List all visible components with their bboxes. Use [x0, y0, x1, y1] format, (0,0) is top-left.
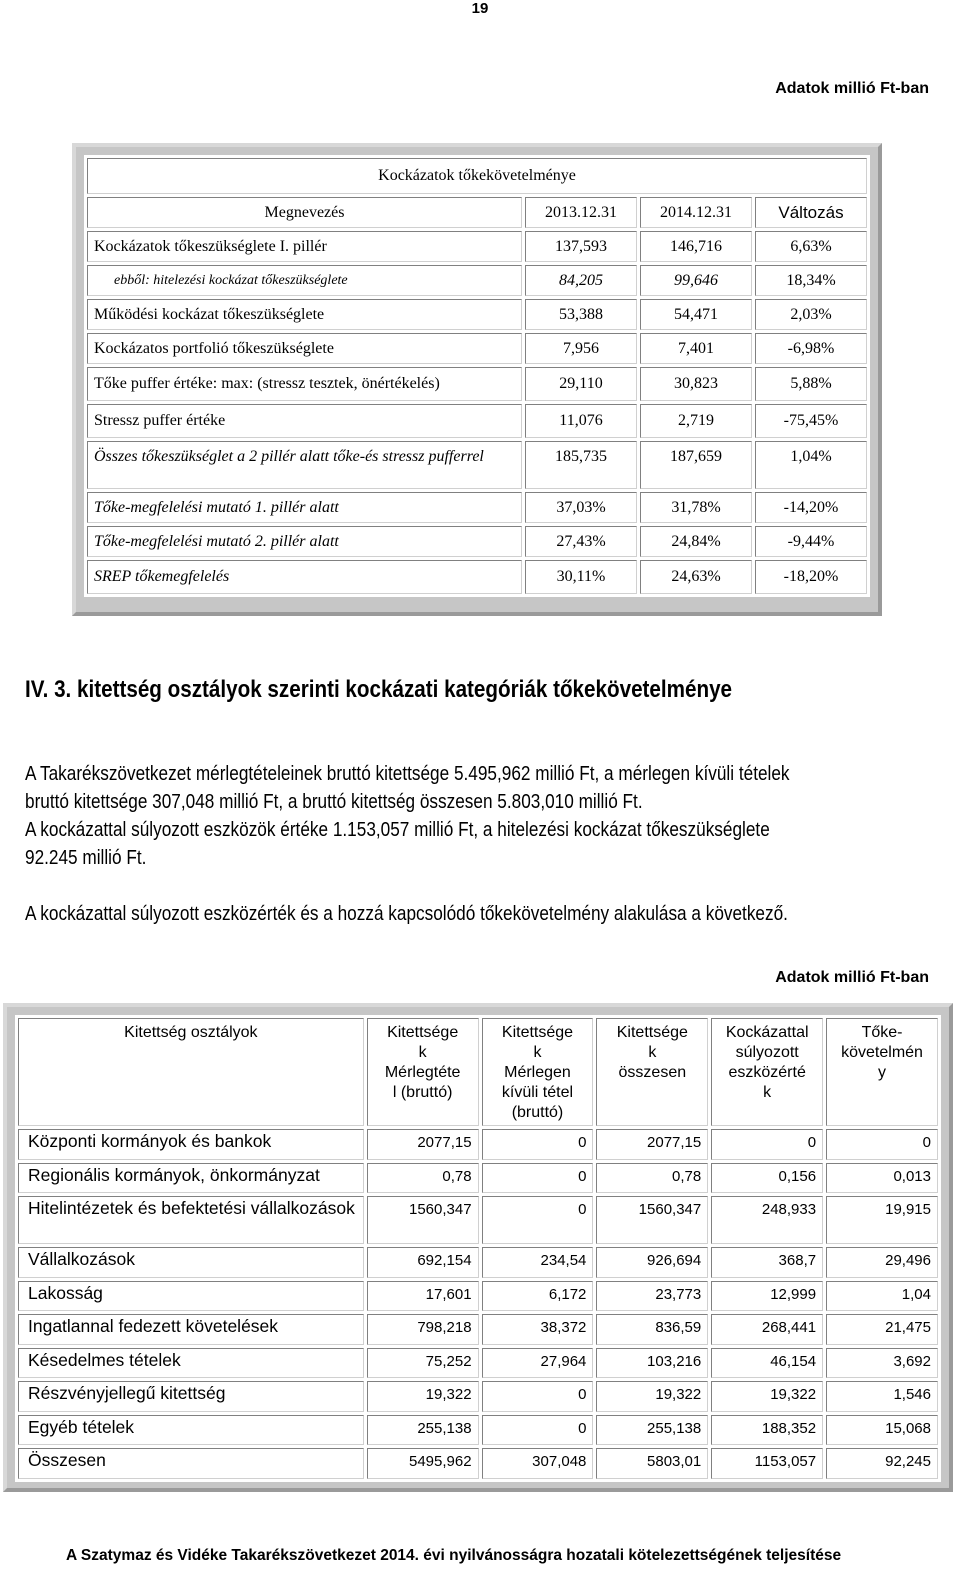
row-label: Egyéb tételek: [18, 1415, 364, 1446]
cell-c1: 0,78: [367, 1163, 479, 1194]
column-header-line: Kitettsége: [501, 1024, 574, 1041]
cell-2014: 2,719: [640, 404, 752, 438]
column-header-line: k: [533, 1044, 542, 1061]
cell-2013: 7,956: [525, 333, 637, 364]
header-2013: 2013.12.31: [525, 197, 637, 228]
cell-c4: 248,933: [711, 1196, 823, 1244]
column-header: [711, 1018, 823, 1126]
exposure-class-table-frame: [3, 1003, 953, 1492]
section-heading: IV. 3. kitettség osztályok szerinti kockázati kategóriák tőkekövetelménye: [25, 676, 733, 703]
cell-2014: 99,646: [640, 265, 752, 296]
cell-2013: 30,11%: [525, 560, 637, 594]
table-row: [87, 441, 867, 489]
row-label: Összesen: [18, 1448, 364, 1479]
column-header-line: (bruttó): [511, 1104, 564, 1121]
cell-c1: 75,252: [367, 1348, 479, 1379]
cell-c5: 21,475: [826, 1314, 938, 1345]
row-label: Működési kockázat tőkeszükséglete: [87, 299, 522, 330]
cell-c3: 1560,347: [596, 1196, 708, 1244]
cell-c3: 19,322: [596, 1381, 708, 1412]
table-row: [18, 1196, 938, 1244]
row-label: SREP tőkemegfelelés: [87, 560, 522, 594]
row-label: Tőke-megfelelési mutató 2. pillér alatt: [87, 526, 522, 557]
cell-2013: 53,388: [525, 299, 637, 330]
column-header-line: kívüli tétel: [501, 1084, 574, 1101]
table-row: [18, 1247, 938, 1278]
column-header-line: Kitettsége: [387, 1024, 459, 1041]
cell-2013: 11,076: [525, 404, 637, 438]
column-header: [826, 1018, 938, 1126]
table-caption: Kockázatok tőkekövetelménye: [87, 158, 867, 194]
table-row: [18, 1381, 938, 1412]
cell-c5: 1,04: [826, 1281, 938, 1312]
column-header-line: Kockázattal: [725, 1024, 809, 1041]
table-row: [18, 1348, 938, 1379]
cell-c2: 234,54: [482, 1247, 594, 1278]
row-label: Kockázatok tőkeszükséglete I. pillér: [87, 231, 522, 262]
row-label: Késedelmes tételek: [18, 1348, 364, 1379]
column-header-line: súlyozott: [735, 1044, 799, 1061]
cell-2014: 187,659: [640, 441, 752, 489]
capital-requirement-table: [84, 155, 870, 597]
column-header-line: k: [418, 1044, 427, 1061]
table-row: [87, 492, 867, 523]
cell-c3: 836,59: [596, 1314, 708, 1345]
column-header-line: k: [763, 1084, 772, 1101]
column-header-line: k: [648, 1044, 657, 1061]
cell-2014: 30,823: [640, 367, 752, 401]
cell-change: 6,63%: [755, 231, 867, 262]
table-row: [18, 1415, 938, 1446]
row-label: Lakosság: [18, 1281, 364, 1312]
capital-requirement-table-frame: [72, 143, 882, 616]
paragraph-line: 92.245 millió Ft.: [25, 847, 147, 869]
cell-c4: 1153,057: [711, 1448, 823, 1479]
cell-2014: 24,84%: [640, 526, 752, 557]
cell-c3: 103,216: [596, 1348, 708, 1379]
cell-c3: 0,78: [596, 1163, 708, 1194]
table-row: [87, 231, 867, 262]
cell-2013: 185,735: [525, 441, 637, 489]
row-label: Tőke puffer értéke: max: (stressz tesztek, önértékelés): [87, 367, 522, 401]
cell-2014: 54,471: [640, 299, 752, 330]
cell-c5: 1,546: [826, 1381, 938, 1412]
column-header-line: összesen: [618, 1064, 687, 1081]
cell-c5: 0,013: [826, 1163, 938, 1194]
cell-change: -14,20%: [755, 492, 867, 523]
cell-c1: 5495,962: [367, 1448, 479, 1479]
cell-c5: 0: [826, 1129, 938, 1160]
paragraph-line: A kockázattal súlyozott eszközérték és a hozzá kapcsolódó tőkekövetelmény alakulása a következő.: [25, 903, 788, 925]
row-label: Kockázatos portfolió tőkeszükséglete: [87, 333, 522, 364]
cell-2014: 24,63%: [640, 560, 752, 594]
cell-c3: 5803,01: [596, 1448, 708, 1479]
table-row: [18, 1163, 938, 1194]
column-header-line: y: [878, 1064, 887, 1081]
cell-2013: 27,43%: [525, 526, 637, 557]
column-header: [482, 1018, 594, 1126]
cell-c5: 3,692: [826, 1348, 938, 1379]
table-row: [87, 560, 867, 594]
cell-c4: 0,156: [711, 1163, 823, 1194]
cell-c4: 12,999: [711, 1281, 823, 1312]
table-row: [87, 265, 867, 296]
paragraph-line: A kockázattal súlyozott eszközök értéke 1.153,057 millió Ft, a hitelezési kockázat tőkeszükséglete: [25, 819, 770, 841]
cell-c1: 17,601: [367, 1281, 479, 1312]
paragraph-line: bruttó kitettsége 307,048 millió Ft, a bruttó kitettség összesen 5.803,010 millió Ft.: [25, 791, 643, 813]
column-header-line: Kitettsége: [616, 1024, 688, 1041]
cell-c1: 1560,347: [367, 1196, 479, 1244]
exposure-class-table: [15, 1015, 941, 1482]
cell-change: -75,45%: [755, 404, 867, 438]
cell-c1: 19,322: [367, 1381, 479, 1412]
cell-c2: 0: [482, 1129, 594, 1160]
row-label: Központi kormányok és bankok: [18, 1129, 364, 1160]
row-label: Tőke-megfelelési mutató 1. pillér alatt: [87, 492, 522, 523]
cell-c2: 0: [482, 1196, 594, 1244]
cell-2013: 29,110: [525, 367, 637, 401]
cell-c3: 926,694: [596, 1247, 708, 1278]
row-label: Ingatlannal fedezett követelések: [18, 1314, 364, 1345]
table-header-row: [18, 1018, 938, 1126]
cell-c4: 268,441: [711, 1314, 823, 1345]
cell-c2: 38,372: [482, 1314, 594, 1345]
cell-2013: 137,593: [525, 231, 637, 262]
cell-change: 18,34%: [755, 265, 867, 296]
cell-c3: 255,138: [596, 1415, 708, 1446]
cell-c1: 2077,15: [367, 1129, 479, 1160]
header-change: Változás: [755, 197, 867, 228]
row-label: Regionális kormányok, önkormányzat: [18, 1163, 364, 1194]
cell-c3: 2077,15: [596, 1129, 708, 1160]
cell-c1: 798,218: [367, 1314, 479, 1345]
cell-c4: 188,352: [711, 1415, 823, 1446]
table-row: [87, 299, 867, 330]
table-row: [18, 1129, 938, 1160]
cell-change: -18,20%: [755, 560, 867, 594]
table-row: [87, 367, 867, 401]
cell-c1: 692,154: [367, 1247, 479, 1278]
cell-c5: 29,496: [826, 1247, 938, 1278]
column-header-line: Tőke-: [861, 1024, 903, 1041]
cell-change: 1,04%: [755, 441, 867, 489]
table-row: [87, 526, 867, 557]
cell-c4: 46,154: [711, 1348, 823, 1379]
cell-change: 2,03%: [755, 299, 867, 330]
cell-change: -6,98%: [755, 333, 867, 364]
cell-c5: 15,068: [826, 1415, 938, 1446]
cell-change: -9,44%: [755, 526, 867, 557]
unit-note: Adatok millió Ft-ban: [775, 969, 929, 986]
cell-c2: 0: [482, 1163, 594, 1194]
row-label: Stressz puffer értéke: [87, 404, 522, 438]
header-name: Megnevezés: [87, 197, 522, 228]
column-header-line: eszközérté: [728, 1064, 806, 1081]
table-body: [18, 1129, 938, 1479]
cell-c3: 23,773: [596, 1281, 708, 1312]
column-header: [367, 1018, 479, 1126]
cell-c2: 0: [482, 1381, 594, 1412]
row-label: Összes tőkeszükséglet a 2 pillér alatt tőke-és stressz pufferrel: [87, 441, 522, 489]
row-label: Részvényjellegű kitettség: [18, 1381, 364, 1412]
cell-c5: 19,915: [826, 1196, 938, 1244]
paragraph-line: A Takarékszövetkezet mérlegtételeinek bruttó kitettsége 5.495,962 millió Ft, a mérlegen kívüli tételek: [25, 763, 790, 785]
table-row: [18, 1314, 938, 1345]
cell-c4: 368,7: [711, 1247, 823, 1278]
cell-c1: 255,138: [367, 1415, 479, 1446]
column-header: [18, 1018, 364, 1126]
page-number: 19: [471, 0, 489, 17]
column-header-line: Kitettség osztályok: [124, 1024, 258, 1041]
cell-2014: 7,401: [640, 333, 752, 364]
cell-2013: 84,205: [525, 265, 637, 296]
table-row: [87, 404, 867, 438]
table-row: [18, 1448, 938, 1479]
cell-c2: 307,048: [482, 1448, 594, 1479]
column-header: [596, 1018, 708, 1126]
row-label: ebből: hitelezési kockázat tőkeszükséglete: [87, 265, 522, 296]
cell-c2: 0: [482, 1415, 594, 1446]
header-2014: 2014.12.31: [640, 197, 752, 228]
cell-2014: 146,716: [640, 231, 752, 262]
cell-c4: 19,322: [711, 1381, 823, 1412]
cell-c5: 92,245: [826, 1448, 938, 1479]
unit-note: Adatok millió Ft-ban: [775, 80, 929, 97]
row-label: Hitelintézetek és befektetési vállalkozások: [18, 1196, 364, 1244]
table-row: [18, 1281, 938, 1312]
cell-change: 5,88%: [755, 367, 867, 401]
column-header-line: Mérlegen: [504, 1064, 571, 1081]
column-header-line: követelmén: [841, 1044, 923, 1061]
cell-2014: 31,78%: [640, 492, 752, 523]
cell-c2: 27,964: [482, 1348, 594, 1379]
table-row: [87, 333, 867, 364]
column-header-line: Mérlegtéte: [384, 1064, 461, 1081]
cell-c2: 6,172: [482, 1281, 594, 1312]
page-footer: A Szatymaz és Vidéke Takarékszövetkezet 2014. évi nyilvánosságra hozatali kötelezettségének teljesítése: [66, 1547, 842, 1564]
column-header-line: l (bruttó): [392, 1084, 453, 1101]
cell-2013: 37,03%: [525, 492, 637, 523]
row-label: Vállalkozások: [18, 1247, 364, 1278]
cell-c4: 0: [711, 1129, 823, 1160]
